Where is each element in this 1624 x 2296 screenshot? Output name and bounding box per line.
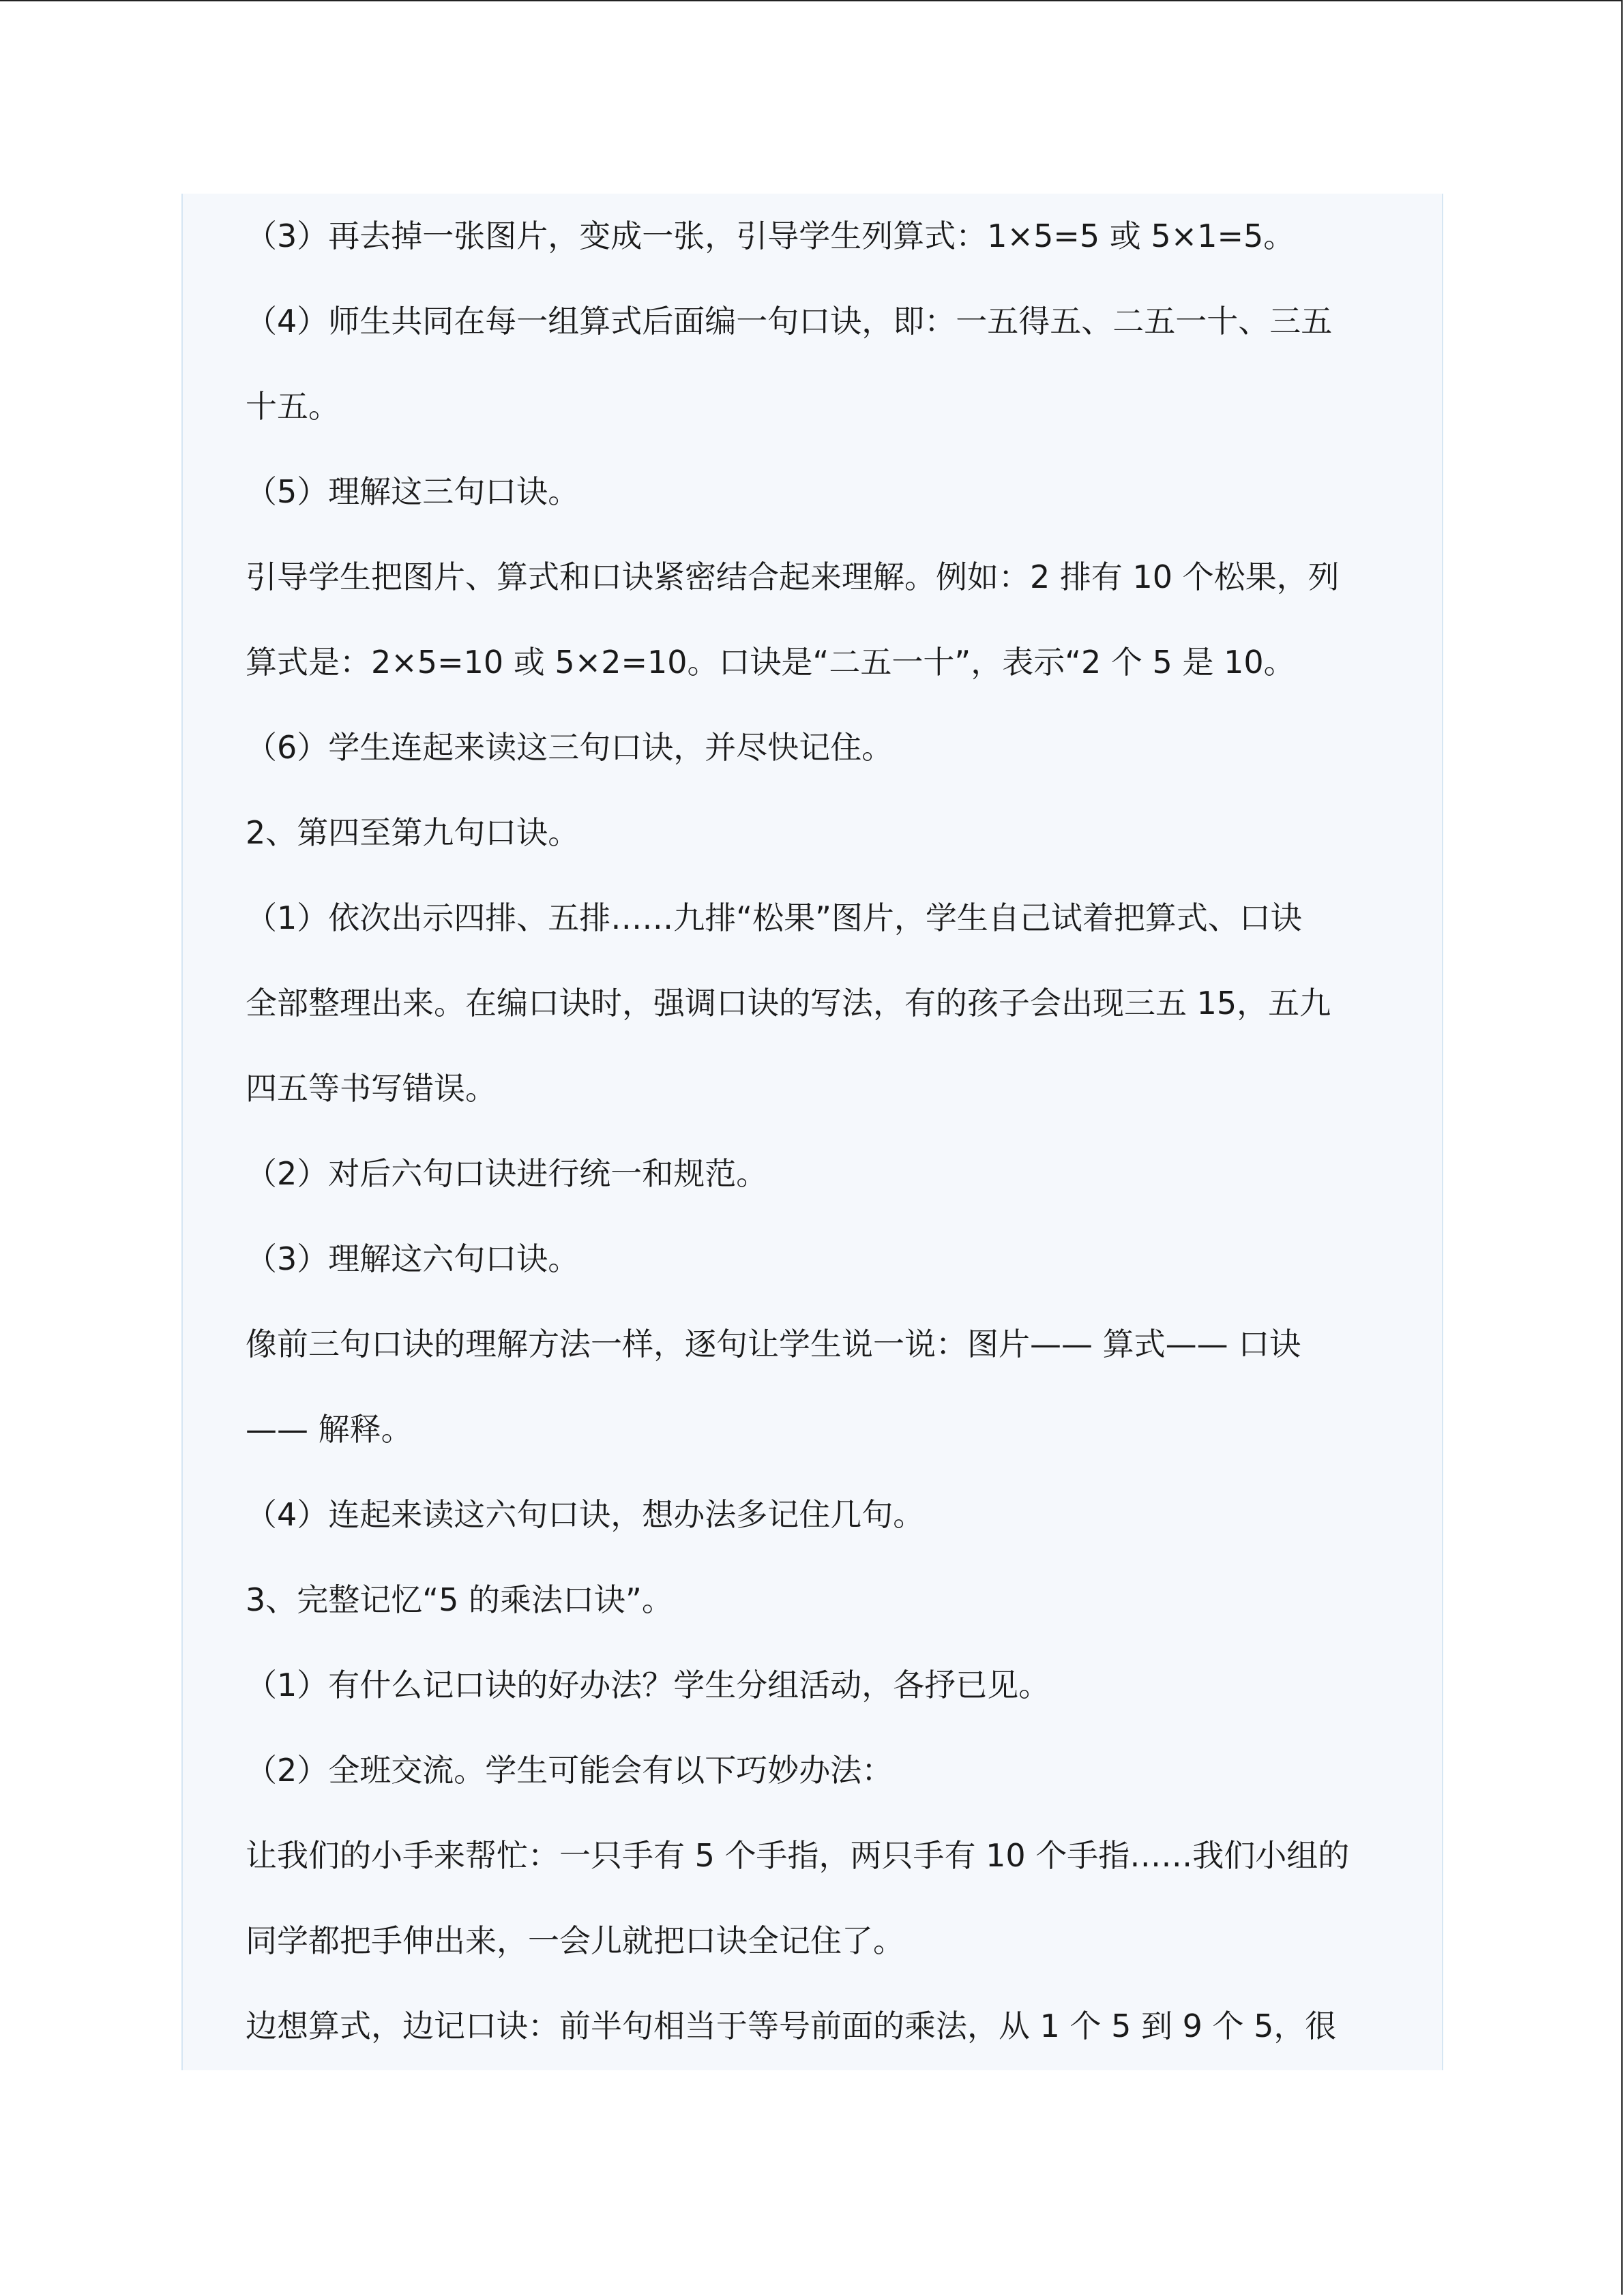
text-line: 让我们的小手来帮忙：一只手有 5 个手指，两只手有 10 个手指……我们小组的 (246, 1837, 1350, 1874)
text-line: 十五。 (246, 388, 340, 425)
section-heading: 2、第四至第九句口诀。 (246, 814, 580, 851)
text-line: （6）学生连起来读这三句口诀，并尽快记住。 (246, 729, 894, 766)
text-line: （3）再去掉一张图片，变成一张，引导学生列算式：1×5=5 或 5×1=5。 (246, 218, 1295, 254)
text-line: （1）依次出示四排、五排……九排“松果”图片，学生自己试着把算式、口诀 (246, 899, 1302, 936)
text-line: （2）全班交流。学生可能会有以下巧妙办法： (246, 1752, 894, 1789)
document-body (246, 194, 1391, 2069)
text-line: （4）师生共同在每一组算式后面编一句口诀，即：一五得五、二五一十、三五 (246, 303, 1333, 340)
text-line: 边想算式，边记口诀：前半句相当于等号前面的乘法，从 1 个 5 到 9 个 5，很 (246, 2008, 1337, 2044)
text-line: 全部整理出来。在编口诀时，强调口诀的写法，有的孩子会出现三五 15，五九 (246, 985, 1331, 1022)
text-line: 算式是：2×5=10 或 5×2=10。口诀是“二五一十”，表示“2 个 5 是 10。 (246, 644, 1295, 681)
text-line: （1）有什么记口诀的好办法？学生分组活动，各抒已见。 (246, 1667, 1050, 1703)
text-line: 引导学生把图片、算式和口诀紧密结合起来理解。例如：2 排有 10 个松果，列 (246, 558, 1340, 595)
text-line: 四五等书写错误。 (246, 1070, 497, 1107)
text-line: （2）对后六句口诀进行统一和规范。 (246, 1155, 768, 1192)
text-line: —— 解释。 (246, 1411, 413, 1448)
text-line: （3）理解这六句口诀。 (246, 1240, 580, 1277)
text-line: 同学都把手伸出来，一会儿就把口诀全记住了。 (246, 1922, 904, 1959)
text-line: 像前三句口诀的理解方法一样，逐句让学生说一说：图片—— 算式—— 口诀 (246, 1326, 1301, 1362)
text-line: （4）连起来读这六句口诀，想办法多记住几句。 (246, 1496, 925, 1533)
section-heading: 3、完整记忆“5 的乘法口诀”。 (246, 1581, 673, 1618)
text-line: （5）理解这三句口诀。 (246, 473, 580, 510)
